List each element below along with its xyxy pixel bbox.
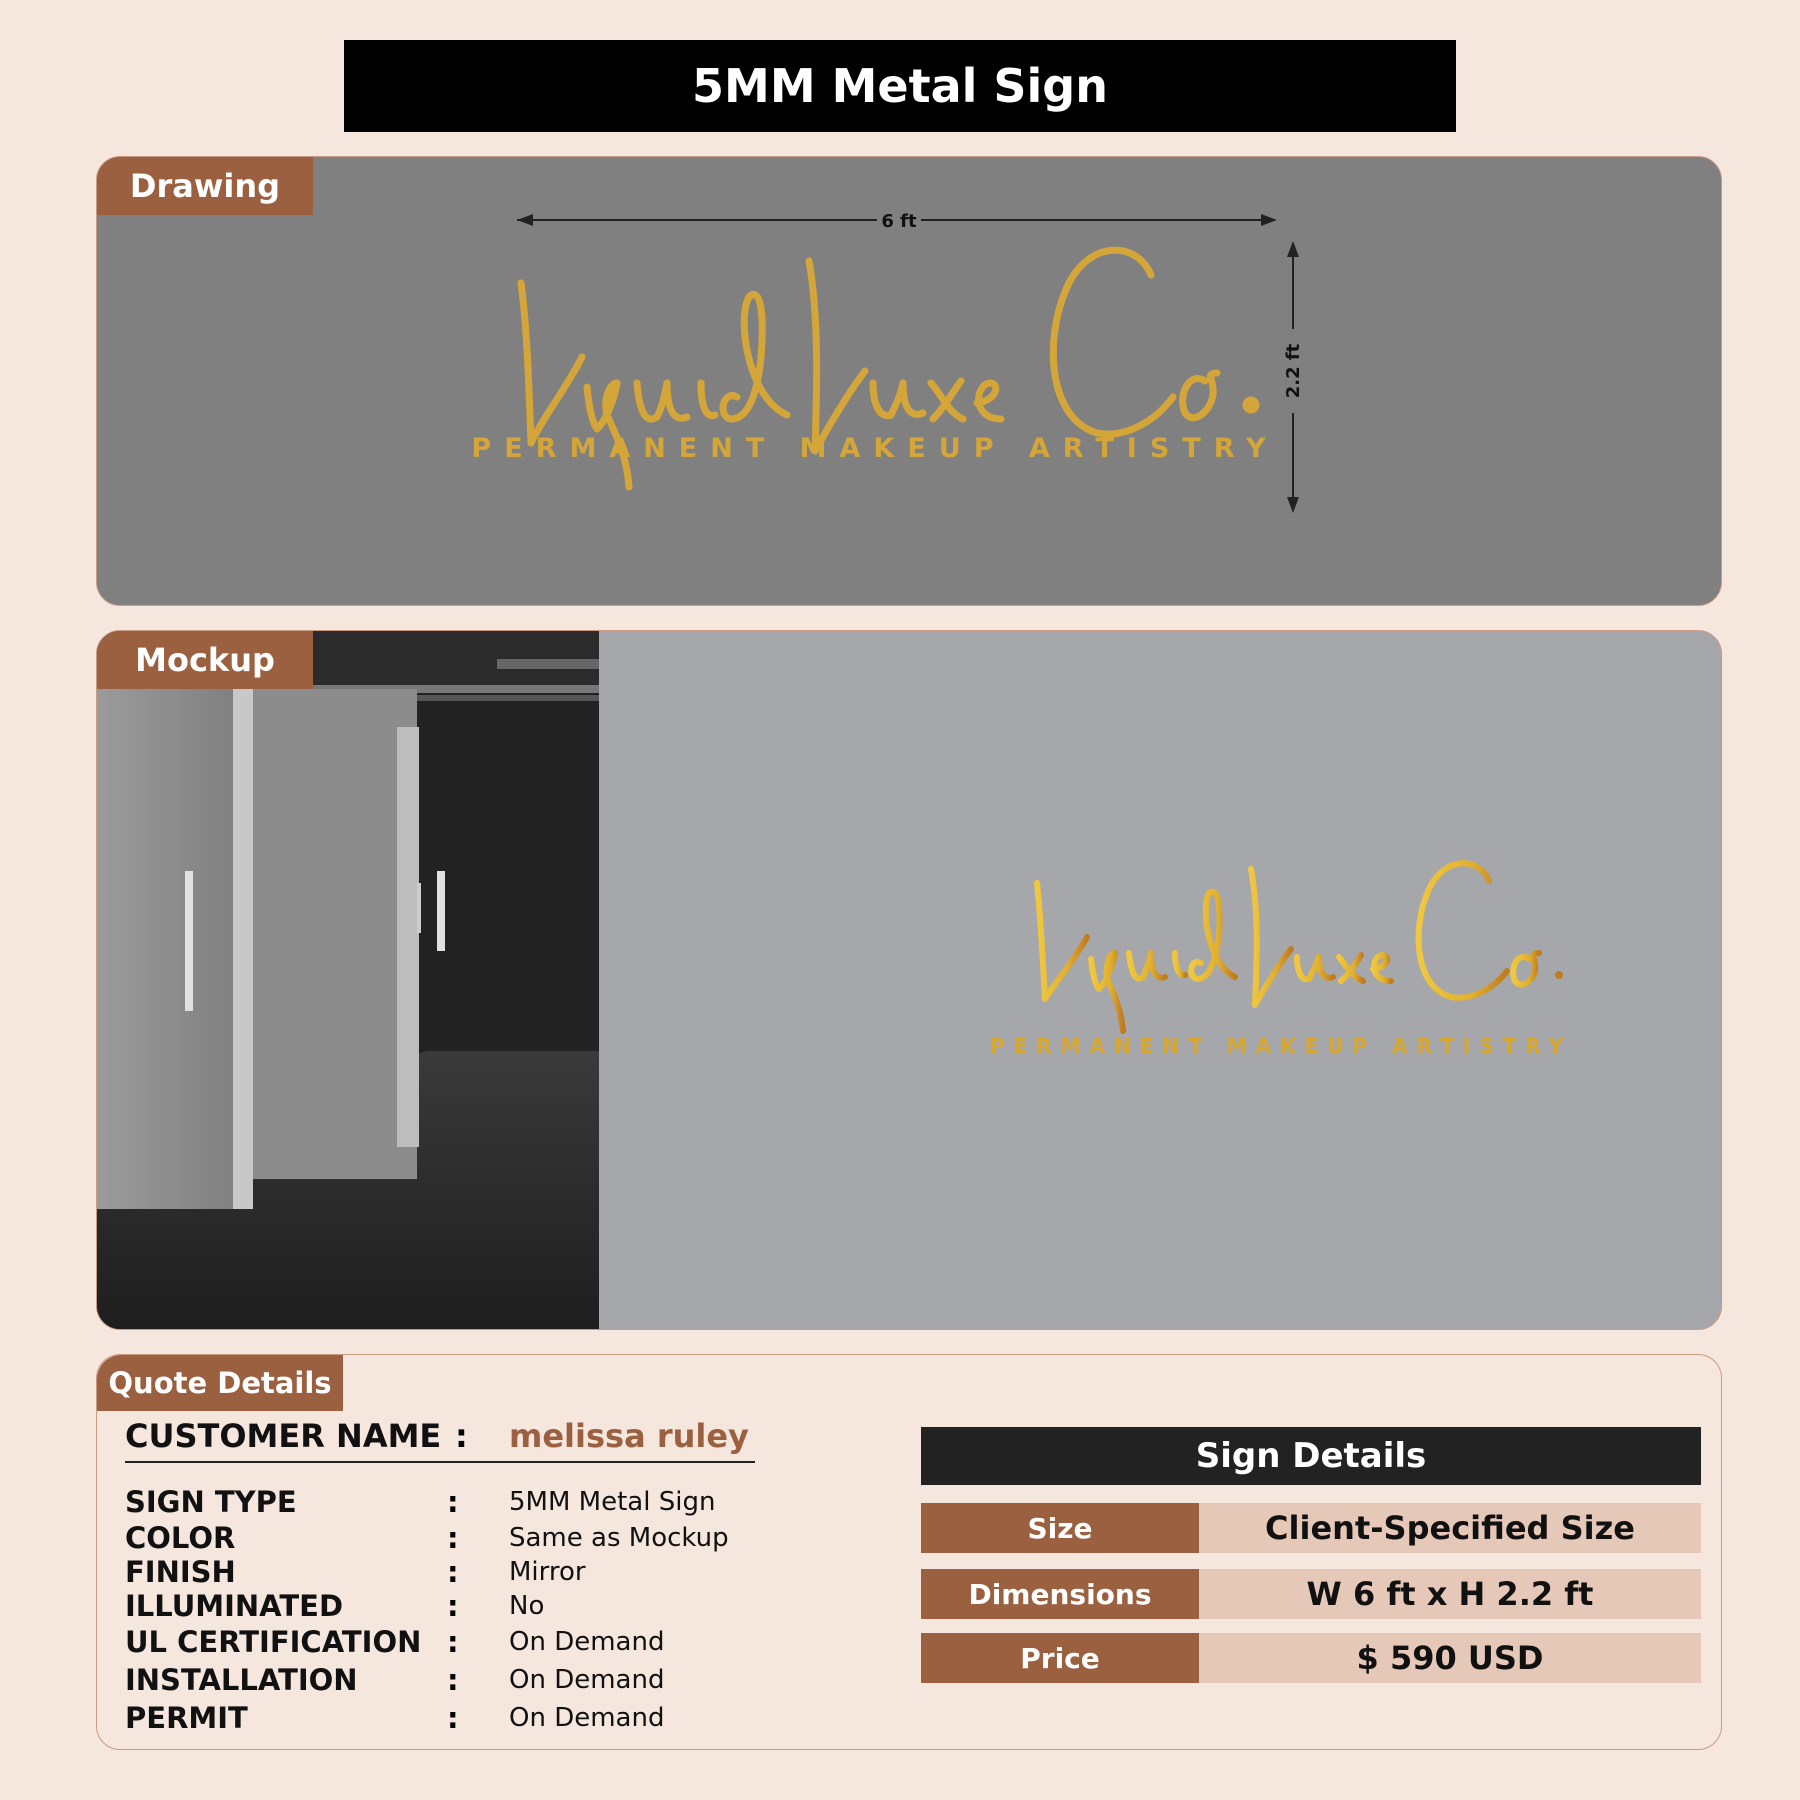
- spec-label: PERMIT: [125, 1701, 248, 1735]
- mockup-panel: [96, 630, 1722, 1330]
- mockup-sign: [1037, 863, 1539, 1031]
- sign-details-row-size: [921, 1503, 1701, 1553]
- spec-label: ILLUMINATED: [125, 1589, 344, 1623]
- spec-label: FINISH: [125, 1555, 236, 1589]
- spec-row-illuminated: [125, 1589, 825, 1625]
- drawing-tab: Drawing: [97, 157, 313, 215]
- drawing-panel: [96, 156, 1722, 606]
- colon: :: [447, 1663, 459, 1697]
- colon: :: [447, 1521, 459, 1555]
- mockup-sign-dot: [1555, 971, 1563, 979]
- spec-row-finish: [125, 1555, 825, 1591]
- colon: :: [447, 1625, 459, 1659]
- tagline-text: PERMANENT MAKEUP ARTISTRY: [471, 433, 1279, 464]
- spec-value: Mirror: [509, 1557, 586, 1587]
- customer-name: melissa ruley: [509, 1417, 749, 1455]
- mockup-tagline: PERMANENT MAKEUP ARTISTRY: [989, 1034, 1573, 1058]
- colon: :: [447, 1485, 459, 1519]
- spec-label: INSTALLATION: [125, 1663, 358, 1697]
- colon: :: [447, 1589, 459, 1623]
- sign-details-header: Sign Details: [921, 1427, 1701, 1485]
- colon: :: [447, 1701, 459, 1735]
- spec-row-ul-certification: [125, 1625, 825, 1661]
- sign-details-value: $ 590 USD: [1199, 1633, 1701, 1683]
- spec-value: On Demand: [509, 1665, 665, 1695]
- width-label: 6 ft: [881, 211, 917, 232]
- sign-details-row-price: [921, 1633, 1701, 1683]
- sign-details-value: W 6 ft x H 2.2 ft: [1199, 1569, 1701, 1619]
- mockup-scene: [97, 631, 1721, 1329]
- width-dimension: [517, 211, 1277, 232]
- page-title: 5MM Metal Sign: [344, 40, 1456, 132]
- sign-details-value: Client-Specified Size: [1199, 1503, 1701, 1553]
- spec-value: Same as Mockup: [509, 1523, 729, 1553]
- spec-row-sign-type: [125, 1485, 825, 1521]
- spec-value: 5MM Metal Sign: [509, 1487, 716, 1517]
- customer-row: [125, 1417, 755, 1463]
- spec-row-color: [125, 1521, 825, 1557]
- spec-label: SIGN TYPE: [125, 1485, 297, 1519]
- quote-details-tab: Quote Details: [97, 1355, 343, 1411]
- spec-value: On Demand: [509, 1627, 665, 1657]
- sign-drawing: [97, 157, 1721, 605]
- height-label: 2.2 ft: [1283, 343, 1304, 399]
- mockup-tab: Mockup: [97, 631, 313, 689]
- height-dimension: [1283, 241, 1304, 513]
- sign-details-key: Price: [921, 1633, 1199, 1683]
- spec-label: UL CERTIFICATION: [125, 1625, 422, 1659]
- sign-details-row-dimensions: [921, 1569, 1701, 1619]
- spec-value: No: [509, 1591, 545, 1621]
- spec-row-permit: [125, 1701, 825, 1737]
- spec-value: On Demand: [509, 1703, 665, 1733]
- colon: :: [447, 1555, 459, 1589]
- spec-label: COLOR: [125, 1521, 236, 1555]
- office-interior: [97, 631, 599, 1329]
- sign-details-key: Dimensions: [921, 1569, 1199, 1619]
- spec-row-installation: [125, 1663, 825, 1699]
- quote-details-panel: [96, 1354, 1722, 1750]
- sign-details-key: Size: [921, 1503, 1199, 1553]
- colon: :: [455, 1417, 468, 1455]
- customer-label: CUSTOMER NAME: [125, 1417, 442, 1455]
